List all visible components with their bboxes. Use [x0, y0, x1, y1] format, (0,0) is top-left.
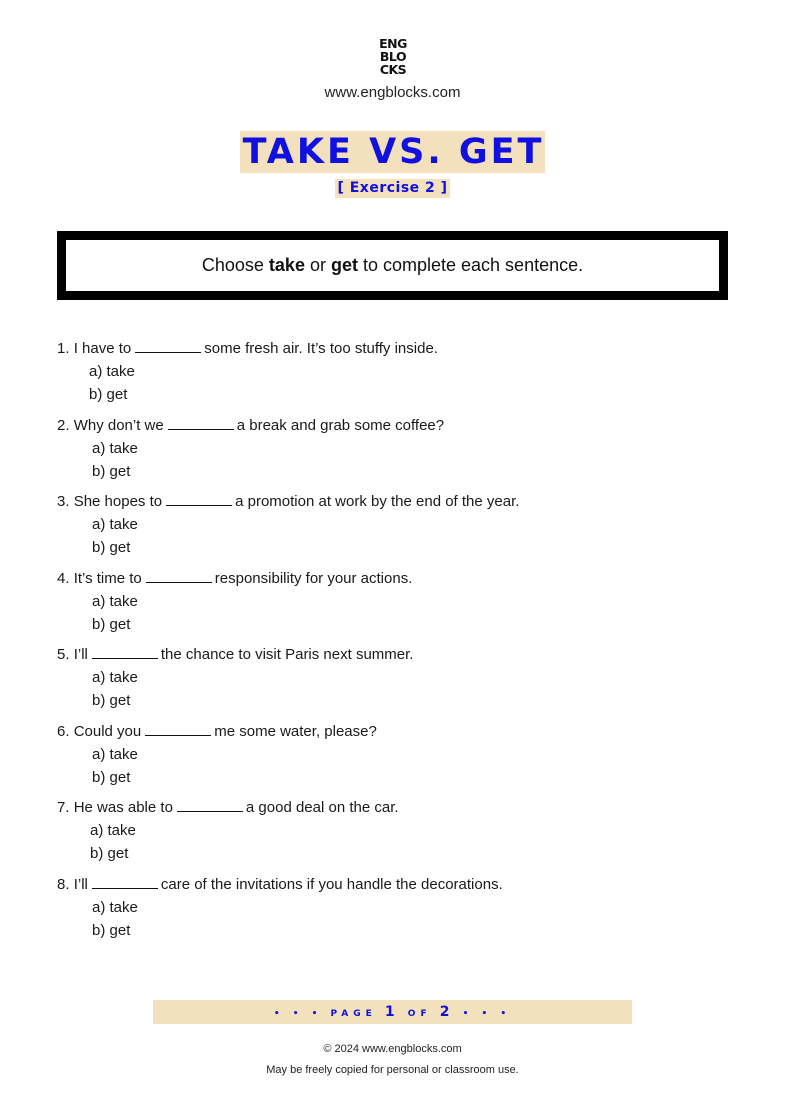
worksheet-title: TAKE VS. GET: [240, 131, 546, 173]
page-indicator: [153, 1000, 632, 1024]
question-5: [57, 644, 413, 712]
question-text-after: responsibility for your actions.: [214, 570, 413, 587]
question-text-after: care of the invitations if you handle the decorations.: [160, 876, 503, 893]
option-b[interactable]: b) get: [92, 692, 131, 709]
instructions-text: [66, 240, 719, 291]
question-text-after: some fresh air. It’s too stuffy inside.: [204, 340, 438, 357]
question-6: [57, 721, 377, 789]
question-text-before: She hopes to: [73, 493, 163, 510]
total-pages: 2: [439, 1004, 455, 1020]
copyright: © 2024 www.engblocks.com: [323, 1043, 462, 1055]
option-b[interactable]: b) get: [92, 616, 131, 633]
question-text-after: me some water, please?: [214, 723, 377, 740]
answer-blank[interactable]: [177, 797, 243, 812]
question-number: 7.: [57, 799, 70, 816]
question-text-before: I’ll: [73, 876, 88, 893]
question-text-before: I have to: [73, 340, 132, 357]
question-text-after: a break and grab some coffee?: [236, 417, 445, 434]
question-text-before: He was able to: [73, 799, 173, 816]
question-number: 8.: [57, 876, 70, 893]
option-a[interactable]: a) take: [92, 516, 138, 533]
question-number: 4.: [57, 570, 70, 587]
engblocks-logo: [376, 37, 410, 76]
question-text-after: the chance to visit Paris next summer.: [160, 646, 414, 663]
answer-blank[interactable]: [168, 415, 234, 430]
answer-blank[interactable]: [92, 644, 158, 659]
dots-right: • • •: [462, 1009, 512, 1019]
option-b[interactable]: b) get: [89, 386, 128, 403]
current-page: 1: [384, 1004, 400, 1020]
option-a[interactable]: a) take: [90, 822, 136, 839]
question-text-before: It’s time to: [73, 570, 142, 587]
question-number: 6.: [57, 723, 70, 740]
site-url[interactable]: www.engblocks.com: [324, 84, 461, 101]
question-number: 3.: [57, 493, 70, 510]
answer-blank[interactable]: [92, 874, 158, 889]
question-text-before: Could you: [73, 723, 142, 740]
logo-line: ENG: [379, 36, 407, 51]
exercise-label: [ Exercise 2 ]: [337, 180, 448, 196]
question-text-after: a good deal on the car.: [245, 799, 399, 816]
license-note: May be freely copied for personal or classroom use.: [266, 1064, 519, 1076]
option-b[interactable]: b) get: [92, 539, 131, 556]
option-a[interactable]: a) take: [92, 440, 138, 457]
dots-left: • • •: [273, 1009, 323, 1019]
logo-line: BLO: [379, 49, 407, 64]
question-number: 2.: [57, 417, 70, 434]
option-b[interactable]: b) get: [92, 769, 131, 786]
question-text-before: Why don’t we: [73, 417, 164, 434]
instructions-part: Choose: [201, 255, 269, 275]
option-b[interactable]: b) get: [90, 845, 129, 862]
instructions-word-take: take: [268, 255, 305, 275]
option-a[interactable]: a) take: [92, 899, 138, 916]
question-number: 1.: [57, 340, 70, 357]
instructions-box: [57, 231, 728, 300]
question-text-before: I’ll: [73, 646, 88, 663]
question-text-after: a promotion at work by the end of the year.: [235, 493, 520, 510]
answer-blank[interactable]: [135, 338, 201, 353]
option-a[interactable]: a) take: [92, 669, 138, 686]
question-8: [57, 874, 503, 942]
option-a[interactable]: a) take: [92, 593, 138, 610]
question-3: [57, 491, 519, 559]
option-b[interactable]: b) get: [92, 463, 131, 480]
question-4: [57, 568, 412, 636]
option-a[interactable]: a) take: [89, 363, 135, 380]
question-1: [57, 338, 438, 406]
of-word: OF: [407, 1009, 432, 1019]
logo-line: CKS: [379, 62, 407, 77]
page-word: PAGE: [330, 1009, 377, 1019]
instructions-word-get: get: [330, 255, 358, 275]
question-number: 5.: [57, 646, 70, 663]
question-7: [57, 797, 399, 865]
answer-blank[interactable]: [166, 491, 232, 506]
instructions-part: or: [304, 255, 331, 275]
answer-blank[interactable]: [146, 568, 212, 583]
instructions-part: to complete each sentence.: [357, 255, 584, 275]
option-a[interactable]: a) take: [92, 746, 138, 763]
question-2: [57, 415, 444, 483]
option-b[interactable]: b) get: [92, 922, 131, 939]
answer-blank[interactable]: [145, 721, 211, 736]
